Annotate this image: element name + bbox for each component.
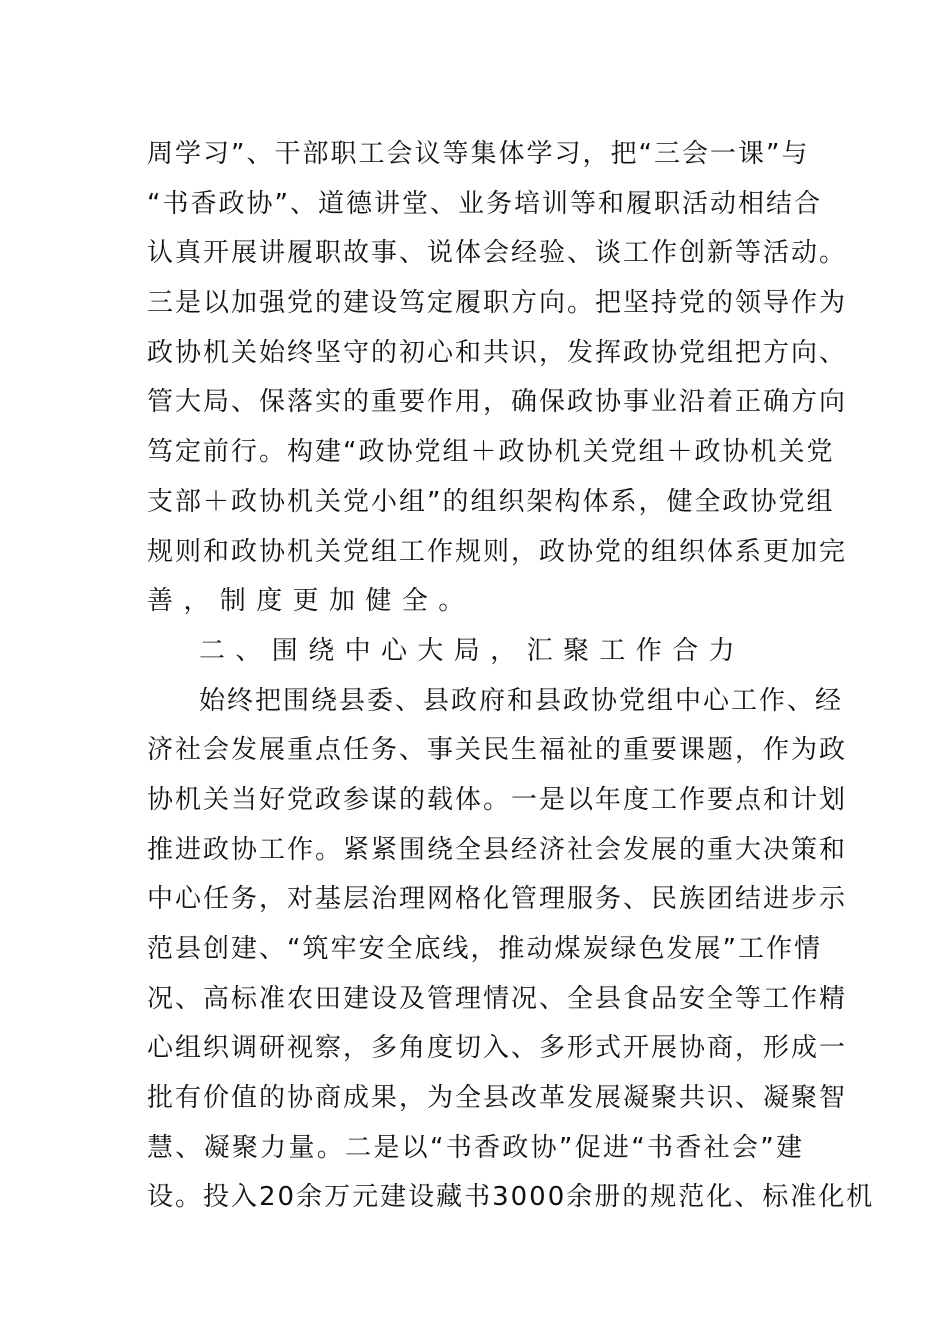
text-line: 济社会发展重点任务、事关民生福祉的重要课题，作为政 <box>147 735 848 766</box>
text-line: 支部＋政协机关党小组”的组织架构体系，健全政协党组 <box>147 486 835 517</box>
text-line: 批有价值的协商成果，为全县改革发展凝聚共识、凝聚智 <box>147 1083 848 1114</box>
text-line: 协机关当好党政参谋的载体。一是以年度工作要点和计划 <box>147 784 848 815</box>
text-line: 况、高标准农田建设及管理情况、全县食品安全等工作精 <box>147 983 848 1014</box>
text-line: 政协机关始终坚守的初心和共识，发挥政协党组把方向、 <box>147 337 848 368</box>
text-line: 规则和政协机关党组工作规则，政协党的组织体系更加完 <box>147 536 848 567</box>
text-line: 慧、凝聚力量。二是以“书香政协”促进“书香社会”建 <box>147 1132 804 1163</box>
paragraph-first-line: 始终把围绕县委、县政府和县政协党组中心工作、经 <box>199 685 844 716</box>
text-line: 三是以加强党的建设笃定履职方向。把坚持党的领导作为 <box>147 288 848 319</box>
text-line: 周学习”、干部职工会议等集体学习，把“三会一课”与 <box>147 139 810 169</box>
text-line: “书香政协”、道德讲堂、业务培训等和履职活动相结合 <box>147 188 822 219</box>
text-line: 管大局、保落实的重要作用，确保政协事业沿着正确方向 <box>147 387 848 418</box>
text-line: 中心任务，对基层治理网格化管理服务、民族团结进步示 <box>147 884 848 915</box>
text-line: 设。投入20余万元建设藏书3000余册的规范化、标准化机 <box>147 1182 875 1213</box>
text-line: 笃定前行。构建“政协党组＋政协机关党组＋政协机关党 <box>147 437 835 468</box>
text-line: 心组织调研视察，多角度切入、多形式开展协商，形成一 <box>147 1033 848 1064</box>
document-page <box>147 130 875 1223</box>
section-heading: 二、围绕中心大局，汇聚工作合力 <box>199 635 746 666</box>
text-line: 推进政协工作。紧紧围绕全县经济社会发展的重大决策和 <box>147 834 848 865</box>
text-line: 善，制度更加健全。 <box>147 586 475 617</box>
text-line: 范县创建、“筑牢安全底线，推动煤炭绿色发展”工作情 <box>147 934 822 964</box>
text-line: 认真开展讲履职故事、说体会经验、谈工作创新等活动。 <box>147 238 848 269</box>
